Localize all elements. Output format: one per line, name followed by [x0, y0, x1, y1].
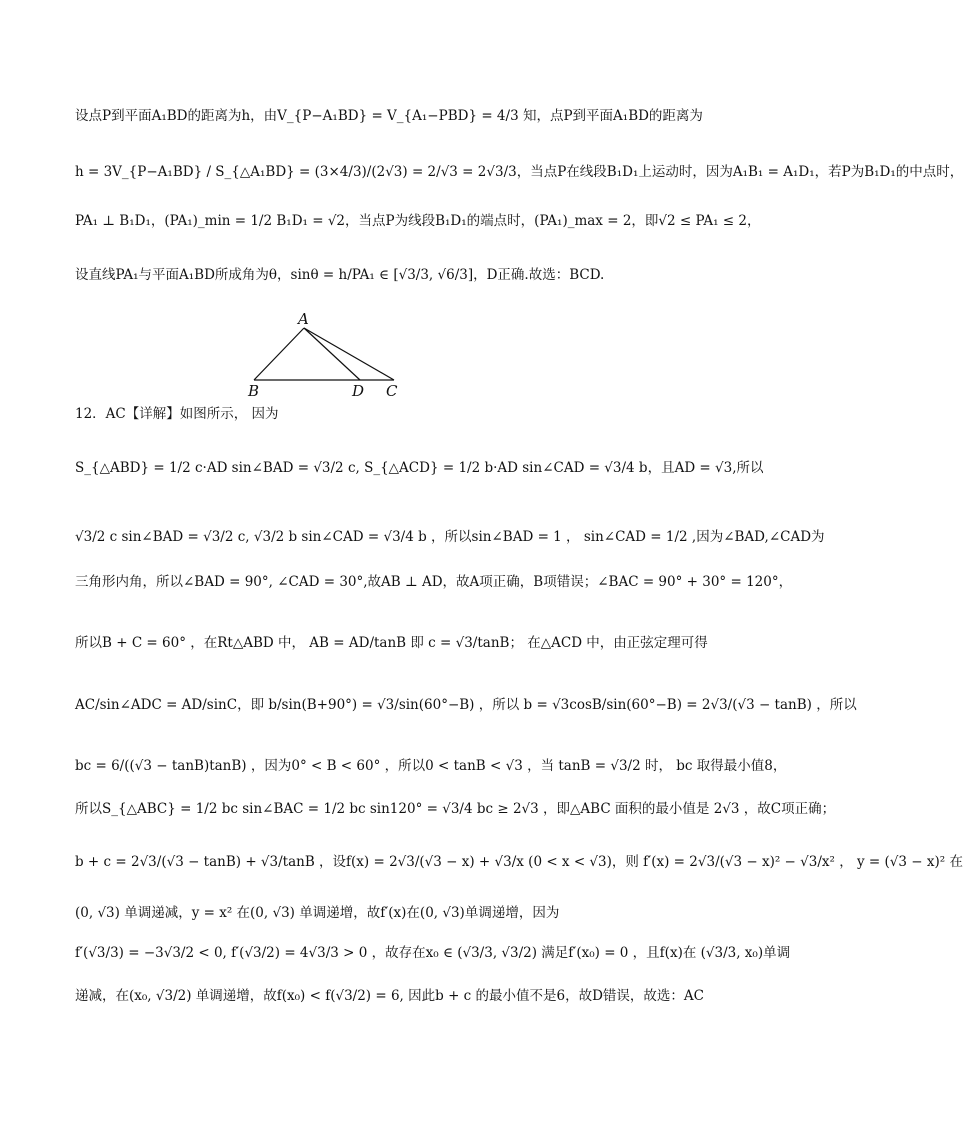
text-line-11: bc = 6/((√3 − tanB)tanB) ，因为0° < B < 60° ，所以0 < tanB < √3 ，当 tanB = √3/2 时， bc 取得最小值8，	[75, 758, 787, 774]
text-line-9: 所以B + C = 60° ，在Rt△ABD 中， AB = AD/tanB 即 c = √3/tanB； 在△ACD 中，由正弦定理可得	[75, 635, 708, 651]
text-line-5: 12．AC【详解】如图所示， 因为	[75, 406, 279, 422]
vertex-label-a: A	[298, 310, 309, 328]
text-line-1: 设点P到平面A₁BD的距离为h，由V_{P−A₁BD} = V_{A₁−PBD} = 4/3 知，点P到平面A₁BD的距离为	[75, 108, 703, 124]
text-line-3: PA₁ ⊥ B₁D₁，(PA₁)_min = 1/2 B₁D₁ = √2，当点P为线段B₁D₁的端点时，(PA₁)_max = 2，即√2 ≤ PA₁ ≤ 2，	[75, 213, 761, 229]
text-line-2: h = 3V_{P−A₁BD} / S_{△A₁BD} = (3×4/3)/(2√3) = 2/√3 = 2√3/3，当点P在线段B₁D₁上运动时，因为A₁B₁ = A₁D₁，若P为B₁D₁的中点时，	[75, 164, 963, 180]
text-line-10: AC/sin∠ADC = AD/sinC，即 b/sin(B+90°) = √3/sin(60°−B) ，所以 b = √3cosB/sin(60°−B) = 2√3/(√3 − tanB) ，所以	[75, 697, 857, 713]
vertex-label-b: B	[248, 382, 260, 400]
triangle-diagram	[238, 308, 418, 400]
vertex-label-c: C	[386, 382, 398, 400]
text-line-13: b + c = 2√3/(√3 − tanB) + √3/tanB ，设f(x) = 2√3/(√3 − x) + √3/x (0 < x < √3)，则 f′(x) = 2√3/(√3 − x)² − √3/x² ， y = (√3 − x)² 在	[75, 854, 963, 870]
segment-ab	[254, 328, 304, 380]
text-line-4: 设直线PA₁与平面A₁BD所成角为θ，sinθ = h/PA₁ ∈ [√3/3, √6/3]，D正确.故选：BCD.	[75, 267, 605, 283]
text-line-7: √3/2 c sin∠BAD = √3/2 c, √3/2 b sin∠CAD = √3/4 b ，所以sin∠BAD = 1 ， sin∠CAD = 1/2 ,因为∠BAD,∠CAD为	[75, 529, 825, 545]
segment-ac	[304, 328, 394, 380]
vertex-label-d: D	[352, 382, 365, 400]
text-line-6: S_{△ABD} = 1/2 c·AD sin∠BAD = √3/2 c, S_{△ACD} = 1/2 b·AD sin∠CAD = √3/4 b，且AD = √3,所以	[75, 460, 764, 476]
segment-ad	[304, 328, 360, 380]
text-line-16: 递减，在(x₀, √3/2) 单调递增，故f(x₀) < f(√3/2) = 6, 因此b + c 的最小值不是6，故D错误，故选：AC	[75, 988, 705, 1004]
text-line-8: 三角形内角，所以∠BAD = 90°, ∠CAD = 30°,故AB ⊥ AD，故A项正确，B项错误；∠BAC = 90° + 30° = 120°，	[75, 574, 793, 590]
text-line-15: f′(√3/3) = −3√3/2 < 0, f′(√3/2) = 4√3/3 > 0 ，故存在x₀ ∈ (√3/3, √3/2) 满足f′(x₀) = 0 ，且f(x)在 (√3/3, x₀)单调	[75, 945, 791, 961]
text-line-14: (0, √3) 单调递减，y = x² 在(0, √3) 单调递增，故f′(x)在(0, √3)单调递增，因为	[75, 905, 560, 921]
text-line-12: 所以S_{△ABC} = 1/2 bc sin∠BAC = 1/2 bc sin120° = √3/4 bc ≥ 2√3 ，即△ABC 面积的最小值是 2√3 ，故C项正确；	[75, 801, 836, 817]
